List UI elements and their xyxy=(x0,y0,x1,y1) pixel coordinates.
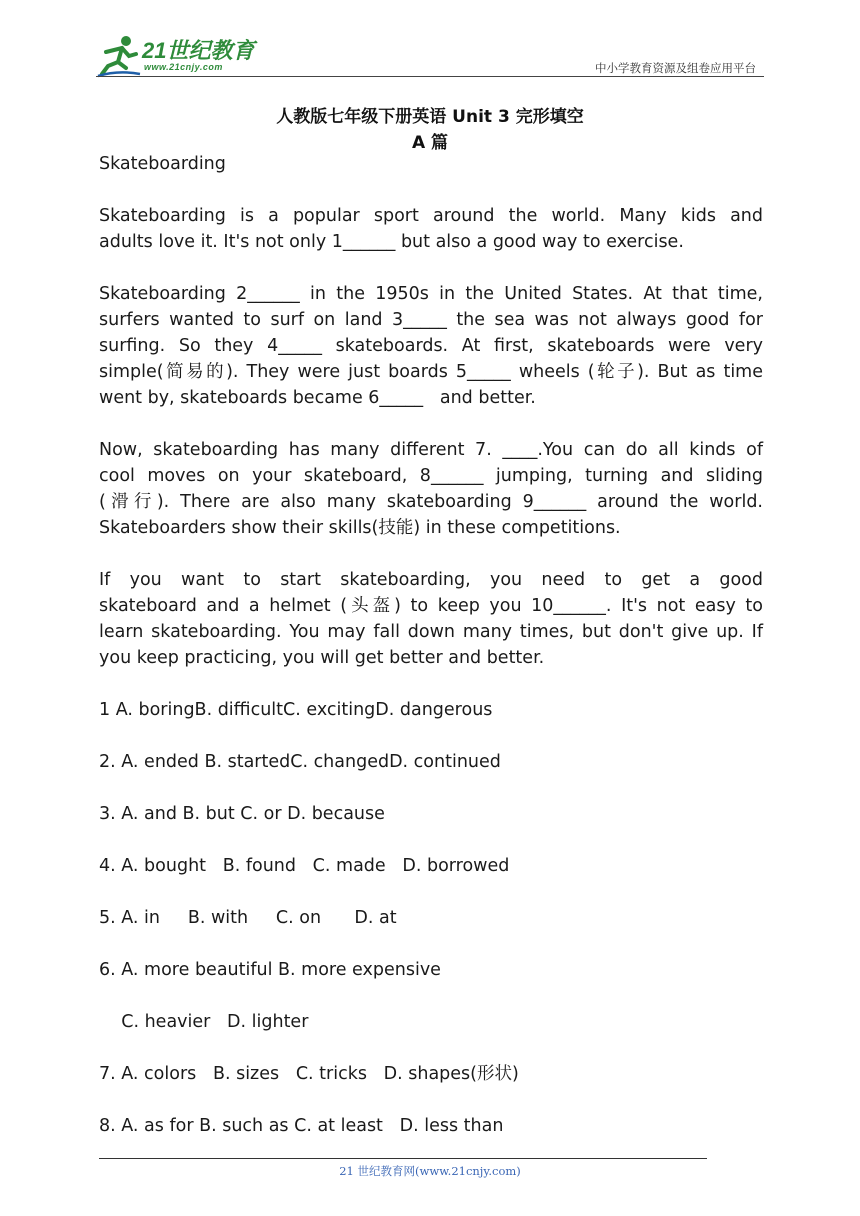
passage-line: surfing. So they 4_____ skateboards. At first, skateboards were very xyxy=(99,336,763,356)
page-header xyxy=(96,30,764,78)
passage-line: skateboard and a helmet (头盔) to keep you 10______. It's not easy to xyxy=(99,596,763,616)
question-options: 4. A. bought B. found C. made D. borrowed xyxy=(99,856,510,876)
question-options: 1 A. boringB. difficultC. excitingD. dangerous xyxy=(99,700,493,720)
logo-text: 21世纪教育 xyxy=(142,38,255,63)
passage-line: Skateboarding is a popular sport around the world. Many kids and xyxy=(99,206,763,226)
question-options: 2. A. ended B. startedC. changedD. continued xyxy=(99,752,501,772)
document-title: 人教版七年级下册英语 Unit 3 完形填空 xyxy=(276,107,584,127)
passage-line: went by, skateboards became 6_____ and better. xyxy=(99,388,536,408)
passage-heading: Skateboarding xyxy=(99,154,226,174)
passage-line: Skateboarding 2______ in the 1950s in the United States. At that time, xyxy=(99,284,763,304)
question-options: 7. A. colors B. sizes C. tricks D. shapes(形状) xyxy=(99,1064,519,1084)
passage-line: Skateboarders show their skills(技能) in these competitions. xyxy=(99,518,621,538)
question-options: 6. A. more beautiful B. more expensive xyxy=(99,960,441,980)
passage-line: cool moves on your skateboard, 8______ jumping, turning and sliding xyxy=(99,466,763,486)
passage-line: adults love it. It's not only 1______ but also a good way to exercise. xyxy=(99,232,684,252)
passage-line: Now, skateboarding has many different 7. ____.You can do all kinds of xyxy=(99,440,763,460)
footer-link[interactable]: 21 世纪教育网(www.21cnjy.com) xyxy=(339,1164,521,1178)
passage-line: simple(简易的). They were just boards 5_____ wheels (轮子). But as time xyxy=(99,362,763,382)
site-logo[interactable] xyxy=(96,34,266,78)
question-options: 5. A. in B. with C. on D. at xyxy=(99,908,397,928)
question-options: 8. A. as for B. such as C. at least D. less than xyxy=(99,1116,504,1136)
passage-line: you keep practicing, you will get better and better. xyxy=(99,648,545,668)
passage-line: surfers wanted to surf on land 3_____ the sea was not always good for xyxy=(99,310,763,330)
header-tagline: 中小学教育资源及组卷应用平台 xyxy=(595,61,756,75)
footer-divider xyxy=(99,1158,707,1159)
logo-url: www.21cnjy.com xyxy=(144,62,223,72)
question-options: C. heavier D. lighter xyxy=(99,1012,309,1032)
header-divider xyxy=(96,76,764,77)
runner-logo-icon xyxy=(96,34,142,78)
document-subtitle: A 篇 xyxy=(411,133,449,153)
passage-line: If you want to start skateboarding, you need to get a good xyxy=(99,570,763,590)
passage-line: (滑行). There are also many skateboarding 9______ around the world. xyxy=(99,492,763,512)
passage-line: learn skateboarding. You may fall down many times, but don't give up. If xyxy=(99,622,763,642)
question-options: 3. A. and B. but C. or D. because xyxy=(99,804,385,824)
